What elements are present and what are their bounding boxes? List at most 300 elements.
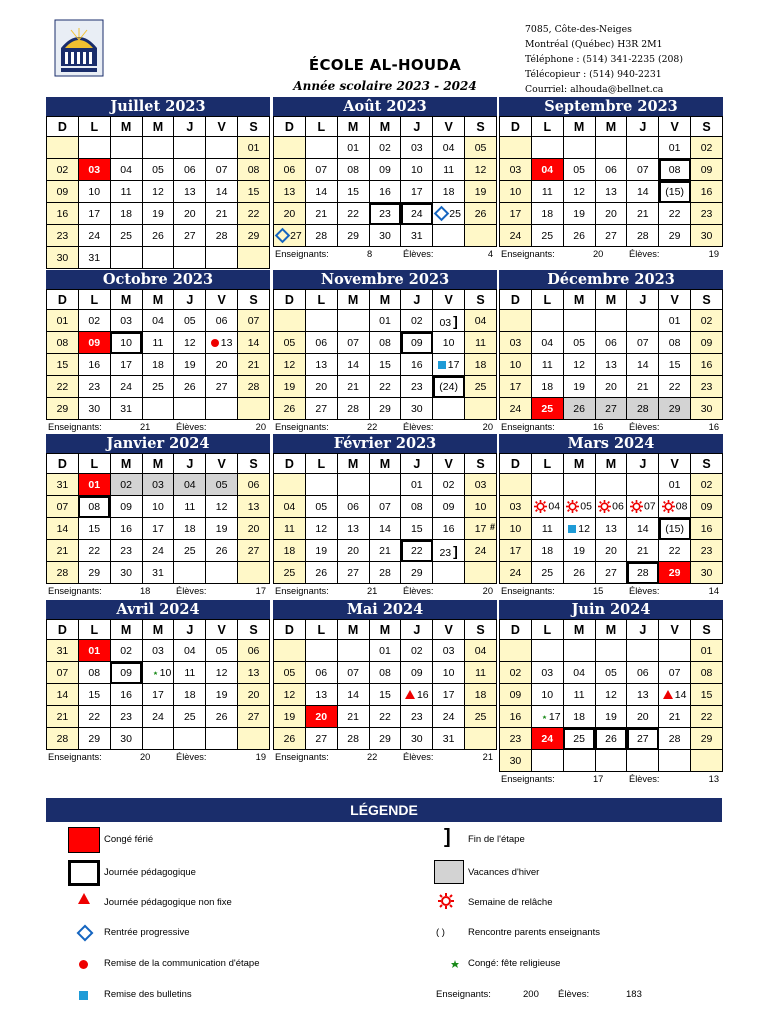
day-number: 23: [410, 380, 423, 393]
day-cell: [465, 728, 497, 750]
day-number: 14: [636, 185, 649, 198]
day-number: 24: [120, 380, 132, 393]
day-cell: [500, 518, 532, 540]
day-number: 16: [120, 522, 132, 535]
month-calendar: [273, 600, 497, 766]
day-cell: [274, 159, 306, 181]
day-number: 16: [509, 710, 522, 723]
day-cell: [433, 640, 465, 662]
day-number: 10: [410, 163, 423, 176]
students-count: 21: [482, 752, 493, 762]
day-number: 26: [573, 402, 585, 415]
day-cell: [401, 474, 433, 496]
day-cell: [174, 332, 206, 354]
day-cell: [465, 332, 497, 354]
day-cell: [337, 376, 369, 398]
day-cell: [174, 684, 206, 706]
report-card-icon: [438, 361, 446, 369]
day-cell: [595, 728, 627, 750]
day-cell: [465, 376, 497, 398]
day-number: 27: [605, 402, 617, 415]
day-number: 20: [247, 688, 260, 701]
month-title: Septembre 2023: [499, 97, 723, 116]
day-cell: [465, 684, 497, 706]
day-number: 06: [605, 163, 617, 176]
progressive-start-icon: [275, 228, 291, 244]
day-cell: [337, 662, 369, 684]
teachers-count: 15: [593, 586, 604, 596]
day-cell: [691, 750, 723, 772]
day-number: 07: [643, 500, 656, 513]
month-calendar: [273, 434, 497, 600]
day-number: 09: [442, 500, 455, 513]
day-cell: [174, 540, 206, 562]
day-cell: [465, 310, 497, 332]
day-number: 06: [215, 314, 228, 327]
day-number: 02: [700, 141, 713, 154]
day-cell: [206, 376, 238, 398]
day-cell: [337, 332, 369, 354]
day-number: 16: [700, 358, 713, 371]
day-number: 29: [88, 566, 101, 579]
day-cell: [174, 728, 206, 750]
day-cell: [465, 398, 497, 420]
day-cell: [206, 728, 238, 750]
day-cell: [142, 376, 174, 398]
day-cell: [563, 332, 595, 354]
day-number: 21: [636, 207, 649, 220]
day-cell: [110, 728, 142, 750]
day-cell: [305, 225, 337, 247]
day-number: 21: [636, 380, 649, 393]
day-cell: [563, 137, 595, 159]
day-cell: [337, 203, 369, 225]
day-number: 31: [152, 566, 164, 579]
weekday-header: J: [401, 290, 433, 310]
day-cell: [433, 398, 465, 420]
day-number: 01: [668, 314, 681, 327]
weekday-header: J: [401, 117, 433, 137]
day-cell: [401, 225, 433, 247]
day-number: 02: [410, 314, 423, 327]
day-cell: [401, 203, 433, 225]
day-number: 18: [183, 688, 196, 701]
students-count: 20: [255, 422, 266, 432]
day-number: 17: [442, 688, 455, 701]
day-cell: [206, 137, 238, 159]
students-label: Élèves:: [403, 422, 434, 432]
day-cell: [627, 662, 659, 684]
day-cell: [691, 474, 723, 496]
diamond-icon: [77, 925, 94, 942]
day-number: 28: [668, 732, 681, 745]
day-cell: [500, 684, 532, 706]
day-number: 06: [315, 336, 328, 349]
day-cell: [691, 203, 723, 225]
month-calendar: [499, 97, 723, 263]
day-cell: [142, 496, 174, 518]
day-number: 05: [605, 666, 617, 679]
day-cell: [627, 474, 659, 496]
day-number: 06: [315, 666, 328, 679]
weekday-header: D: [274, 454, 306, 474]
day-number: 26: [283, 402, 296, 415]
students-label: Élèves:: [403, 586, 434, 596]
day-number: 27: [290, 229, 302, 242]
weekday-header: J: [401, 454, 433, 474]
day-cell: [691, 562, 723, 584]
day-cell: [47, 354, 79, 376]
students-label: Élèves:: [629, 774, 660, 784]
day-number: 15: [88, 522, 101, 535]
day-cell: [110, 310, 142, 332]
day-cell: [433, 376, 465, 398]
day-number: 03: [439, 316, 452, 329]
weekday-header: L: [531, 290, 563, 310]
day-number: 12: [215, 666, 228, 679]
day-cell: [337, 728, 369, 750]
day-number: 02: [88, 314, 101, 327]
day-cell: [659, 518, 691, 540]
day-number: 05: [283, 666, 296, 679]
day-cell: [206, 247, 238, 269]
day-cell: [465, 662, 497, 684]
month-title: Novembre 2023: [273, 270, 497, 289]
end-of-term-icon: ]: [453, 312, 458, 329]
day-number: 12: [315, 522, 328, 535]
weekday-header: S: [238, 290, 270, 310]
day-cell: [595, 159, 627, 181]
day-number: 05: [152, 163, 164, 176]
day-cell: [595, 640, 627, 662]
day-cell: [627, 562, 659, 584]
religious-holiday-icon: [145, 667, 160, 679]
day-cell: [627, 376, 659, 398]
day-cell: [305, 706, 337, 728]
month-stats: [46, 750, 270, 766]
day-number: 14: [379, 522, 391, 535]
day-number: 23: [509, 732, 522, 745]
weekday-header: M: [595, 117, 627, 137]
day-cell: [531, 540, 563, 562]
day-cell: [691, 398, 723, 420]
day-cell: [238, 562, 270, 584]
teachers-count: 21: [367, 586, 378, 596]
day-number: (15): [665, 522, 684, 535]
day-cell: [659, 640, 691, 662]
day-cell: [305, 332, 337, 354]
day-number: 28: [379, 566, 391, 579]
day-cell: [274, 518, 306, 540]
month-calendar: [46, 434, 270, 600]
day-number: 11: [475, 336, 486, 349]
month-stats: [499, 247, 723, 263]
day-number: 20: [605, 207, 617, 220]
day-number: 10: [509, 185, 522, 198]
day-cell: [142, 684, 174, 706]
month-title: Juin 2024: [499, 600, 723, 619]
end-of-term-icon: ]: [453, 542, 458, 559]
day-cell: [110, 562, 142, 584]
day-number: 21: [56, 710, 69, 723]
day-cell: [659, 225, 691, 247]
day-cell: [369, 310, 401, 332]
totals-students-label: Élèves:: [558, 989, 590, 1000]
day-number: 29: [410, 566, 423, 579]
day-number: 01: [88, 644, 101, 657]
day-number: 31: [88, 251, 101, 264]
day-cell: [337, 518, 369, 540]
teachers-label: Enseignants:: [501, 774, 555, 784]
day-number: 24: [442, 710, 455, 723]
triangle-icon: [78, 893, 90, 904]
day-number: 03: [509, 500, 522, 513]
day-number: 24: [509, 566, 522, 579]
day-cell: [531, 159, 563, 181]
day-number: 13: [247, 666, 260, 679]
day-cell: [369, 398, 401, 420]
day-cell: [595, 137, 627, 159]
day-cell: [142, 310, 174, 332]
day-cell: [274, 706, 306, 728]
day-cell: [305, 159, 337, 181]
day-number: 04: [442, 141, 455, 154]
religious-holiday-icon: [534, 711, 549, 723]
day-cell: [595, 562, 627, 584]
day-number: 11: [541, 522, 553, 535]
day-cell: [465, 540, 497, 562]
school-name: ÉCOLE AL-HOUDA: [308, 56, 462, 74]
day-number: 10: [509, 522, 522, 535]
day-cell: [238, 247, 270, 269]
day-number: 25: [474, 380, 487, 393]
day-number: 16: [410, 358, 423, 371]
weekday-header: V: [433, 454, 465, 474]
day-number: 08: [700, 666, 713, 679]
day-cell: [47, 706, 79, 728]
day-cell: [337, 181, 369, 203]
day-cell: [78, 310, 110, 332]
day-number: 20: [315, 710, 328, 723]
day-number: 29: [88, 732, 101, 745]
day-number: 03: [410, 141, 423, 154]
day-number: 07: [315, 163, 328, 176]
day-number: 19: [573, 380, 585, 393]
day-cell: [563, 159, 595, 181]
day-cell: [659, 540, 691, 562]
day-number: 24: [410, 207, 423, 220]
day-number: 16: [700, 522, 713, 535]
day-cell: [47, 181, 79, 203]
day-number: 20: [247, 522, 260, 535]
day-number: 19: [605, 710, 617, 723]
day-number: 17: [447, 358, 460, 371]
students-label: Élèves:: [403, 752, 434, 762]
weekday-header: D: [500, 117, 532, 137]
day-cell: [238, 203, 270, 225]
day-cell: [500, 728, 532, 750]
students-count: 19: [708, 249, 719, 259]
day-cell: [531, 225, 563, 247]
day-cell: [206, 225, 238, 247]
day-number: 28: [56, 732, 69, 745]
day-cell: [238, 354, 270, 376]
day-cell: [595, 225, 627, 247]
weekday-header: M: [142, 117, 174, 137]
day-cell: [337, 474, 369, 496]
day-number: 08: [379, 666, 391, 679]
weekday-header: M: [110, 290, 142, 310]
day-cell: [174, 247, 206, 269]
weekday-header: M: [110, 454, 142, 474]
day-cell: [110, 247, 142, 269]
day-number: 08: [56, 336, 69, 349]
day-cell: [563, 354, 595, 376]
day-number: 16: [700, 185, 713, 198]
day-number: 25: [283, 566, 296, 579]
day-cell: [238, 310, 270, 332]
day-number: 22: [668, 380, 681, 393]
day-cell: [142, 159, 174, 181]
day-cell: [78, 203, 110, 225]
day-number: 28: [56, 566, 69, 579]
day-number: 19: [315, 544, 328, 557]
day-number: 23: [120, 544, 132, 557]
day-number: 09: [410, 336, 423, 349]
day-number: 27: [315, 402, 328, 415]
weekday-header: L: [305, 454, 337, 474]
weekday-header: M: [563, 454, 595, 474]
day-number: 25: [474, 710, 487, 723]
day-number: 20: [215, 358, 228, 371]
day-cell: [238, 398, 270, 420]
day-cell: [206, 310, 238, 332]
day-cell: [47, 225, 79, 247]
day-cell: [691, 640, 723, 662]
holiday-swatch: [68, 827, 100, 853]
day-number: 04: [541, 163, 554, 176]
month-stats: [273, 750, 497, 766]
weekday-header: V: [206, 290, 238, 310]
weekday-header: J: [174, 117, 206, 137]
teachers-label: Enseignants:: [275, 752, 329, 762]
students-label: Élèves:: [629, 422, 660, 432]
day-cell: [465, 159, 497, 181]
day-cell: [274, 376, 306, 398]
students-count: 16: [708, 422, 719, 432]
day-cell: [337, 562, 369, 584]
students-label: Élèves:: [629, 586, 660, 596]
day-cell: [465, 203, 497, 225]
weekday-header: L: [531, 454, 563, 474]
day-cell: [369, 540, 401, 562]
day-cell: [531, 750, 563, 772]
day-cell: [369, 474, 401, 496]
day-cell: [369, 684, 401, 706]
day-number: 30: [410, 402, 423, 415]
day-number: 28: [315, 229, 328, 242]
day-cell: [627, 750, 659, 772]
weekday-header: V: [433, 290, 465, 310]
day-number: 12: [578, 522, 590, 535]
contact-email[interactable]: Courriel: alhouda@bellnet.ca: [525, 84, 664, 95]
weekday-header: L: [78, 290, 110, 310]
day-number: 07: [379, 500, 391, 513]
day-number: 18: [152, 358, 164, 371]
weekday-header: S: [238, 454, 270, 474]
month-calendar: [46, 97, 270, 285]
square-icon: [79, 991, 88, 1000]
day-number: 20: [283, 207, 296, 220]
day-number: 12: [283, 358, 296, 371]
day-number: 31: [410, 229, 423, 242]
day-number: 05: [183, 314, 196, 327]
day-number: 14: [56, 522, 69, 535]
day-cell: [142, 728, 174, 750]
day-cell: [142, 540, 174, 562]
day-cell: [691, 137, 723, 159]
day-cell: [142, 474, 174, 496]
day-cell: [305, 728, 337, 750]
day-number: 05: [315, 500, 328, 513]
teachers-count: 8: [367, 249, 373, 259]
day-cell: [433, 540, 465, 562]
day-number: 06: [183, 163, 196, 176]
day-cell: [238, 137, 270, 159]
weekday-header: D: [500, 620, 532, 640]
day-cell: [47, 662, 79, 684]
day-number: 02: [700, 314, 713, 327]
day-number: 23: [439, 546, 452, 559]
day-number: 14: [347, 688, 359, 701]
weekday-header: D: [274, 620, 306, 640]
weekday-header: L: [78, 117, 110, 137]
weekday-header: M: [110, 117, 142, 137]
teachers-label: Enseignants:: [501, 586, 555, 596]
day-cell: [337, 706, 369, 728]
day-cell: [238, 474, 270, 496]
totals-teachers: 200: [523, 989, 539, 1000]
day-cell: [401, 496, 433, 518]
day-number: 12: [152, 185, 164, 198]
day-cell: [78, 354, 110, 376]
day-cell: [433, 137, 465, 159]
day-cell: [433, 310, 465, 332]
day-number: 08: [247, 163, 260, 176]
day-cell: [433, 662, 465, 684]
day-cell: [142, 203, 174, 225]
day-number: 02: [700, 478, 713, 491]
day-cell: [142, 137, 174, 159]
day-number: 24: [88, 229, 101, 242]
month-calendar: [273, 270, 497, 436]
day-cell: [691, 684, 723, 706]
day-cell: [595, 398, 627, 420]
teachers-count: 17: [593, 774, 604, 784]
day-cell: [659, 137, 691, 159]
month-title: Décembre 2023: [499, 270, 723, 289]
day-cell: [531, 332, 563, 354]
day-cell: [627, 310, 659, 332]
day-cell: [110, 640, 142, 662]
day-number: 07: [215, 163, 228, 176]
students-count: 20: [482, 422, 493, 432]
day-number: 02: [120, 478, 132, 491]
day-number: 10: [152, 500, 164, 513]
day-cell: [142, 562, 174, 584]
day-number: 29: [700, 732, 713, 745]
day-cell: [531, 474, 563, 496]
